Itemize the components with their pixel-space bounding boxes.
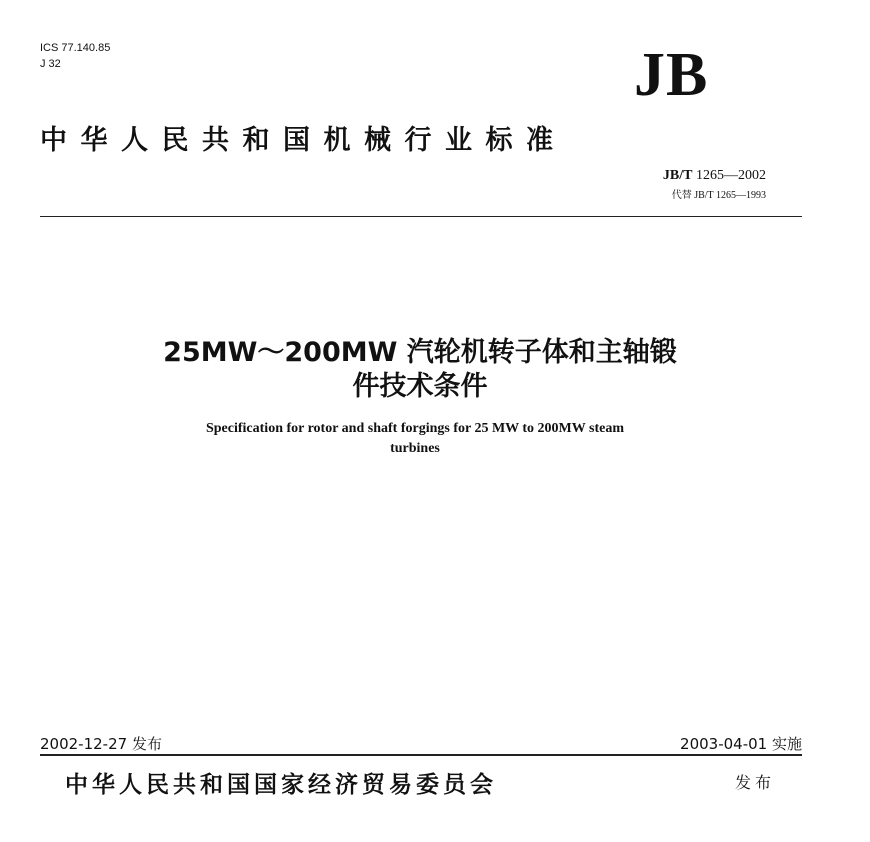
title-en-line1: Specification for rotor and shaft forgings for 25 MW to 200MW steam <box>205 421 625 436</box>
implementation-date: 2003-04-01 实施 <box>680 735 802 753</box>
standard-number <box>600 168 766 184</box>
title-cn-line2: 件技术条件 <box>352 371 488 402</box>
title-en-line2: turbines <box>390 441 440 456</box>
issue-date: 2002-12-27 发布 <box>40 735 162 753</box>
replaces-standard: 代替 JB/T 1265—1993 <box>671 190 766 201</box>
standard-number-rest: 1265—2002 <box>692 168 766 183</box>
ics-code: ICS 77.140.85 <box>40 42 111 54</box>
publish-tag: 发布 <box>735 773 776 792</box>
publisher: 中华人民共和国国家经济贸易委员会 <box>65 772 497 798</box>
jb-logo: JB <box>634 41 709 109</box>
title-cn-line1: 25MW～200MW 汽轮机转子体和主轴锻 <box>163 337 677 368</box>
standard-number-prefix: JB/T <box>662 168 693 183</box>
top-divider <box>40 216 802 217</box>
classification-code: J 32 <box>40 58 61 70</box>
org-title: 中华人民共和国机械行业标准 <box>40 125 567 156</box>
bottom-divider <box>40 754 802 756</box>
